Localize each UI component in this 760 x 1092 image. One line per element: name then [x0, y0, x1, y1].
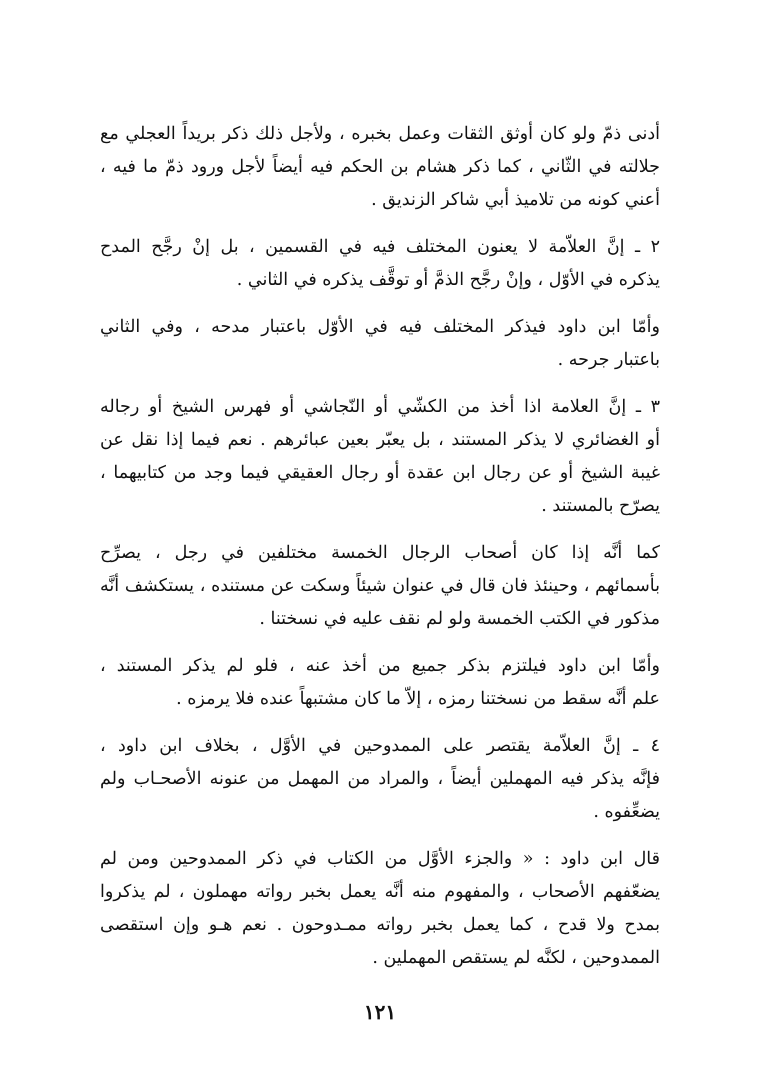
text-line: ٢ ـ إنَّ العلاّمة لا يعنون المختلف فيه في القسمين ، بل إنْ رجَّح المدح: [100, 237, 660, 257]
paragraph: [100, 311, 660, 377]
text-line: وأمّا ابن داود فيذكر المختلف فيه في الأوّل باعتبار مدحه ، وفي الثاني: [100, 317, 660, 337]
paragraph: [100, 391, 660, 523]
paragraph: [100, 843, 660, 975]
body-text: [100, 118, 660, 989]
paragraph: [100, 537, 660, 636]
text-line: فإنَّه يذكر فيه المهملين أيضاً ، والمراد من المهمل من عنونه الأصحـاب ولم: [100, 769, 660, 789]
text-line: ٤ ـ إنَّ العلاّمة يقتصر على الممدوحين في الأوَّل ، بخلاف ابن داود ،: [100, 736, 660, 756]
text-line: أعني كونه من تلاميذ أبي شاكر الزنديق .: [371, 190, 660, 210]
paragraph: [100, 730, 660, 829]
text-line: كما أنَّه إذا كان أصحاب الرجال الخمسة مختلفين في رجل ، يصرِّح: [100, 543, 660, 563]
text-line: يصرّح بالمستند .: [541, 496, 660, 516]
paragraph: [100, 231, 660, 297]
text-line: الممدوحين ، لكنَّه لم يستقص المهملين .: [372, 948, 660, 968]
text-line: يضعِّفوه .: [593, 802, 660, 822]
paragraph: [100, 118, 660, 217]
text-line: يذكره في الأوّل ، وإنْ رجَّح الذمَّ أو توقَّف يذكره في الثاني .: [236, 270, 660, 290]
page-number: ١٢١: [363, 1000, 397, 1024]
text-line: وأمّا ابن داود فيلتزم بذكر جميع من أخذ عنه ، فلو لم يذكر المستند ،: [100, 656, 660, 676]
text-line: جلالته في الثّاني ، كما ذكر هشام بن الحكم فيه أيضاً لأجل ورود ذمّ ما فيه ،: [100, 157, 660, 177]
text-line: أو الغضائري لا يذكر المستند ، بل يعبّر بعين عبائرهم . نعم فيما إذا نقل عن: [100, 430, 660, 450]
text-line: أدنى ذمّ ولو كان أوثق الثقات وعمل بخبره ، ولأجل ذلك ذكر بريداً العجلي مع: [100, 124, 660, 144]
text-line: غيبة الشيخ أو عن رجال ابن عقدة أو رجال العقيقي فيما وجد من كتابيهما ،: [100, 463, 660, 483]
text-line: بمدح ولا قدح ، كما يعمل بخبر رواته ممـدوحون . نعم هـو وإن استقصى: [100, 915, 660, 935]
text-line: بأسمائهم ، وحينئذ فان قال في عنوان شيئاً وسكت عن مستنده ، يستكشف أنَّه: [100, 576, 660, 596]
text-line: مذكور في الكتب الخمسة ولو لم نقف عليه في نسختنا .: [259, 609, 660, 629]
text-line: ٣ ـ إنَّ العلامة اذا أخذ من الكشّي أو النّجاشي أو فهرس الشيخ أو رجاله: [100, 397, 660, 417]
text-line: باعتبار جرحه .: [557, 350, 660, 370]
paragraph: [100, 650, 660, 716]
text-line: يضعّفهم الأصحاب ، والمفهوم منه أنَّه يعمل بخبر رواته مهملون ، لم يذكروا: [100, 882, 660, 902]
text-line: علم أنَّه سقط من نسختنا رمزه ، إلاّ ما كان مشتبهاً عنده فلا يرمزه .: [176, 689, 660, 709]
text-line: قال ابن داود : « والجزء الأوَّل من الكتاب في ذكر الممدوحين ومن لم: [100, 849, 660, 869]
